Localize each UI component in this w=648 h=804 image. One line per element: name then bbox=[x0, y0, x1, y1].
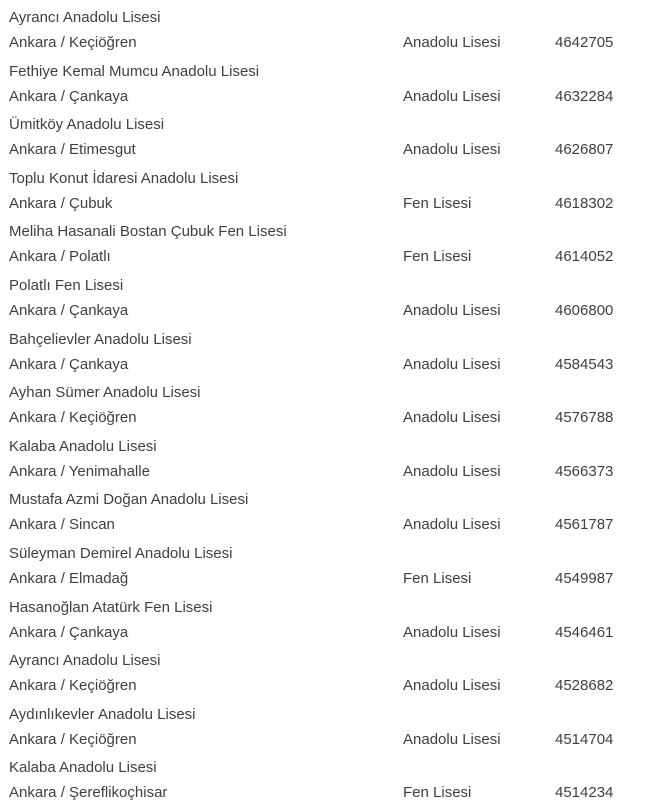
school-name: Kalaba Anadolu Lisesi bbox=[9, 759, 157, 777]
school-name: Meliha Hasanali Bostan Çubuk Fen Lisesi bbox=[9, 223, 287, 241]
school-row-details bbox=[9, 87, 648, 106]
school-row-details bbox=[9, 730, 648, 749]
school-name: Fethiye Kemal Mumcu Anadolu Lisesi bbox=[9, 62, 260, 80]
table-row bbox=[0, 375, 648, 429]
table-row bbox=[0, 590, 648, 644]
school-code: 4576788 bbox=[555, 409, 614, 427]
school-row-details bbox=[9, 783, 648, 802]
school-row-details bbox=[9, 301, 648, 320]
table-row bbox=[0, 322, 648, 376]
school-row-details bbox=[9, 33, 648, 52]
school-row-details bbox=[9, 140, 648, 159]
school-type: Anadolu Lisesi bbox=[403, 87, 501, 105]
school-code: 4561787 bbox=[555, 516, 614, 534]
school-row-details bbox=[9, 515, 648, 534]
school-code: 4642705 bbox=[555, 34, 614, 51]
school-type: Anadolu Lisesi bbox=[403, 623, 501, 641]
school-location: Ankara / Çankaya bbox=[9, 87, 129, 105]
school-type: Anadolu Lisesi bbox=[403, 355, 501, 373]
school-type: Anadolu Lisesi bbox=[403, 301, 501, 319]
school-row-details bbox=[9, 569, 648, 588]
table-row bbox=[0, 536, 648, 590]
school-code: 4606800 bbox=[555, 301, 614, 319]
school-row-details bbox=[9, 623, 648, 642]
school-name: Kalaba Anadolu Lisesi bbox=[9, 437, 157, 455]
table-row bbox=[0, 697, 648, 751]
school-name: Mustafa Azmi Doğan Anadolu Lisesi bbox=[9, 491, 249, 509]
school-location: Ankara / Keçiöğren bbox=[9, 34, 137, 51]
school-name: Aydınlıkevler Anadolu Lisesi bbox=[9, 705, 196, 723]
school-code: 4584543 bbox=[555, 355, 614, 373]
school-code: 4514704 bbox=[555, 730, 614, 748]
school-row-details bbox=[9, 676, 648, 695]
school-type: Anadolu Lisesi bbox=[403, 34, 501, 51]
table-row bbox=[0, 54, 648, 108]
school-location: Ankara / Keçiöğren bbox=[9, 677, 137, 695]
school-location: Ankara / Keçiöğren bbox=[9, 730, 137, 748]
school-type: Anadolu Lisesi bbox=[403, 141, 501, 159]
school-name: Süleyman Demirel Anadolu Lisesi bbox=[9, 544, 233, 562]
school-code: 4566373 bbox=[555, 462, 614, 480]
school-type: Fen Lisesi bbox=[403, 194, 472, 212]
table-row bbox=[0, 429, 648, 483]
school-code: 4614052 bbox=[555, 248, 614, 266]
school-type: Anadolu Lisesi bbox=[403, 409, 501, 427]
school-type: Anadolu Lisesi bbox=[403, 730, 501, 748]
school-type: Fen Lisesi bbox=[403, 248, 472, 266]
school-code: 4549987 bbox=[555, 569, 614, 587]
school-type: Anadolu Lisesi bbox=[403, 516, 501, 534]
school-name: Ayrancı Anadolu Lisesi bbox=[9, 652, 161, 670]
table-row bbox=[0, 482, 648, 536]
school-name: Ayrancı Anadolu Lisesi bbox=[9, 9, 161, 26]
school-location: Ankara / Etimesgut bbox=[9, 141, 136, 159]
school-code: 4528682 bbox=[555, 677, 614, 695]
school-row-details bbox=[9, 247, 648, 266]
school-row-details bbox=[9, 355, 648, 374]
school-location: Ankara / Yenimahalle bbox=[9, 462, 150, 480]
school-code: 4546461 bbox=[555, 623, 614, 641]
table-row bbox=[0, 750, 648, 804]
table-row bbox=[0, 161, 648, 215]
school-location: Ankara / Çankaya bbox=[9, 623, 129, 641]
school-location: Ankara / Sincan bbox=[9, 516, 115, 534]
school-name: Ümitköy Anadolu Lisesi bbox=[9, 116, 165, 134]
school-location: Ankara / Şereflikoçhisar bbox=[9, 784, 168, 802]
school-type: Anadolu Lisesi bbox=[403, 462, 501, 480]
school-name: Hasanoğlan Atatürk Fen Lisesi bbox=[9, 598, 213, 616]
table-row bbox=[0, 214, 648, 268]
school-name: Ayhan Sümer Anadolu Lisesi bbox=[9, 384, 201, 402]
school-location: Ankara / Çankaya bbox=[9, 355, 129, 373]
school-location: Ankara / Çankaya bbox=[9, 301, 129, 319]
school-location: Ankara / Keçiöğren bbox=[9, 409, 137, 427]
school-name: Bahçelievler Anadolu Lisesi bbox=[9, 330, 192, 348]
school-code: 4632284 bbox=[555, 87, 614, 105]
school-row-details bbox=[9, 194, 648, 213]
table-row bbox=[0, 0, 648, 54]
school-type: Fen Lisesi bbox=[403, 784, 472, 802]
school-code: 4618302 bbox=[555, 194, 614, 212]
school-name: Polatlı Fen Lisesi bbox=[9, 276, 124, 294]
school-type: Anadolu Lisesi bbox=[403, 677, 501, 695]
school-row-details bbox=[9, 408, 648, 427]
school-code: 4626807 bbox=[555, 141, 614, 159]
school-location: Ankara / Çubuk bbox=[9, 194, 113, 212]
school-code: 4514234 bbox=[555, 784, 614, 802]
table-row bbox=[0, 268, 648, 322]
table-row bbox=[0, 107, 648, 161]
school-location: Ankara / Elmadağ bbox=[9, 569, 129, 587]
school-name: Toplu Konut İdaresi Anadolu Lisesi bbox=[9, 169, 239, 187]
school-location: Ankara / Polatlı bbox=[9, 248, 111, 266]
school-row-details bbox=[9, 462, 648, 481]
school-type: Fen Lisesi bbox=[403, 569, 472, 587]
table-row bbox=[0, 643, 648, 697]
